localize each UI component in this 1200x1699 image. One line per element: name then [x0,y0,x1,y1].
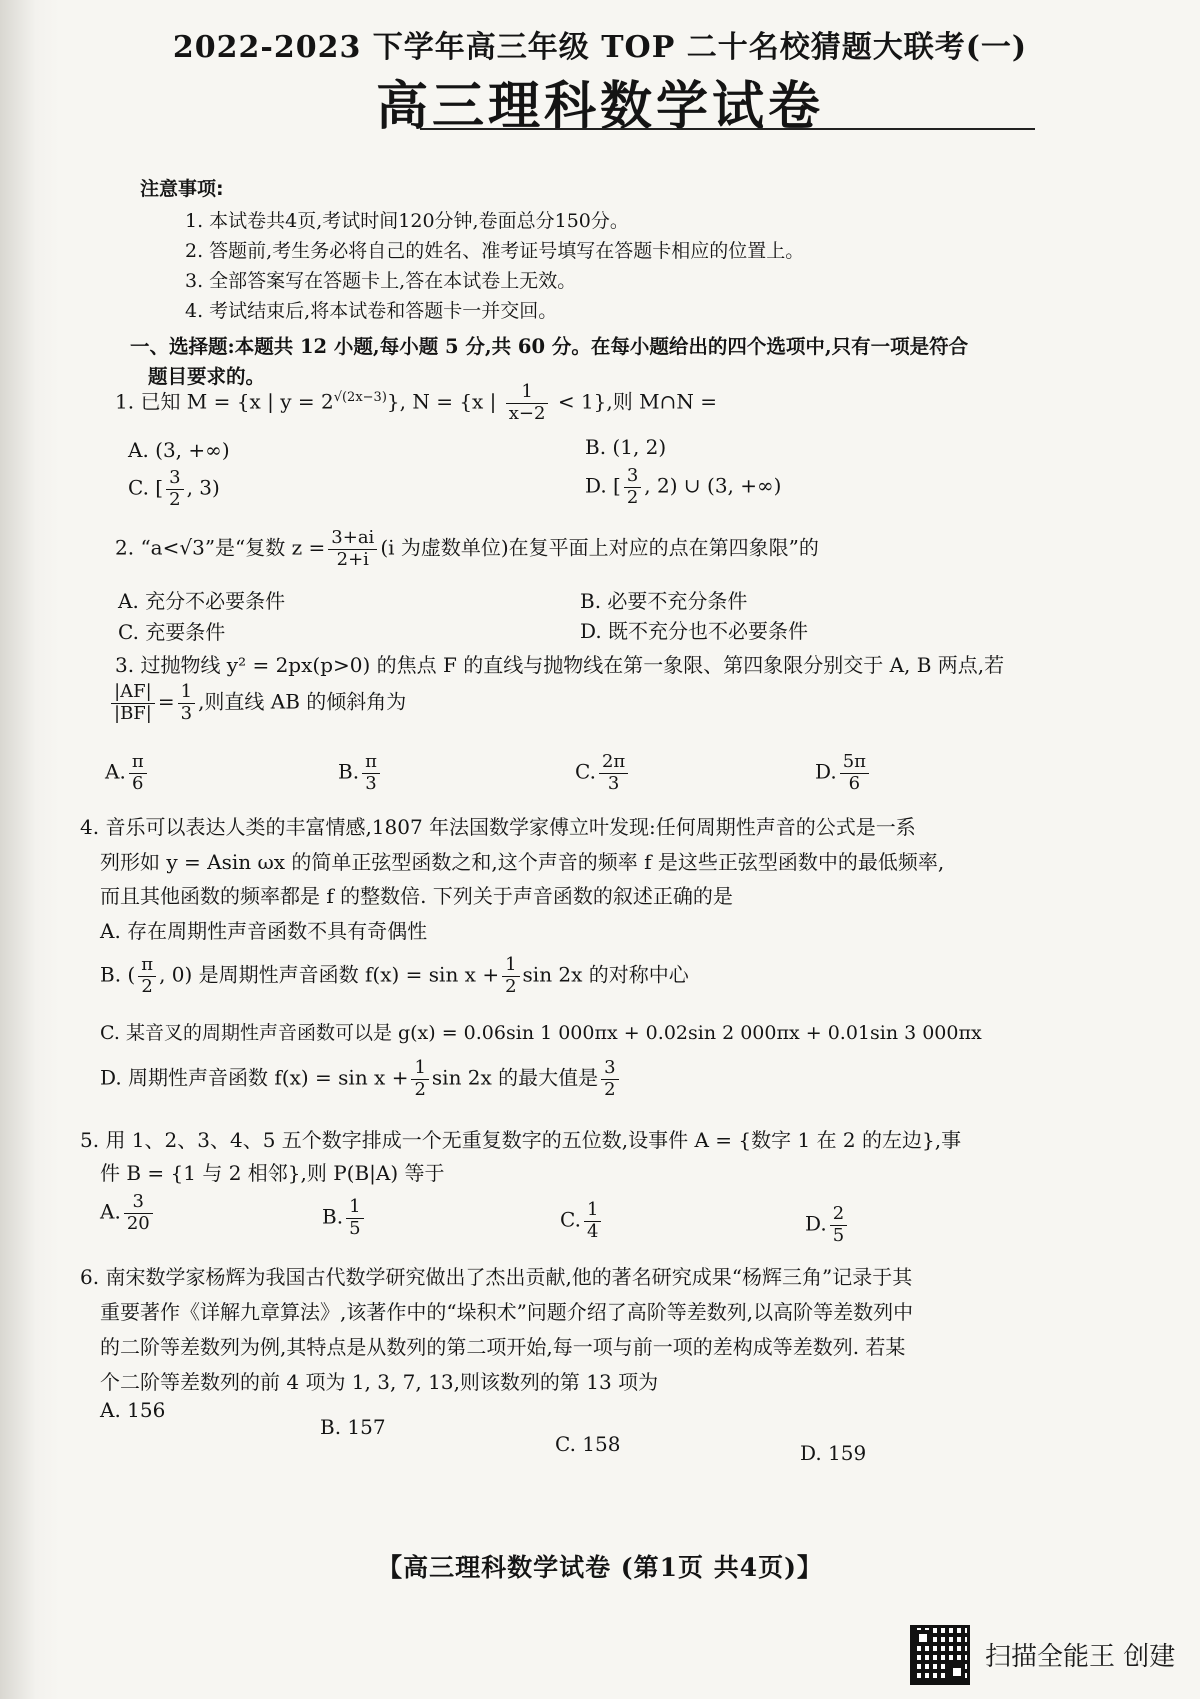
q3-value [178,682,195,724]
q4-b-num: π [141,954,154,975]
q5-c-den: 4 [584,1221,601,1243]
paper-title: 高三理科数学试卷 [375,76,824,137]
q2-option-b: B. 必要不充分条件 [580,589,748,613]
q3-a-num: π [131,751,144,772]
q1-c-fraction [166,468,183,510]
q4-b-half-den: 2 [502,976,519,998]
q6-option-d: D. 159 [800,1441,867,1465]
question-4-line1: 4. 音乐可以表达人类的丰富情感,1807 年法国数学家傅立叶发现:任何周期性声音的公式是一系 [80,815,916,839]
q1-exponent: √(2x−3) [333,390,387,406]
q4-b-point [138,955,156,997]
q4-option-a: A. 存在周期性声音函数不具有奇偶性 [100,919,428,943]
q3-ratio-num: |AF| [114,681,152,702]
q3-option-a [105,752,150,794]
q1-d-num: 3 [626,465,639,486]
question-4-line2: 列形如 y = Asin ωx 的简单正弦型函数之和,这个声音的频率 f 是这些正弦型函数中的最低频率, [100,850,945,874]
question-1-stem [115,382,1155,424]
note-item: 4. 考试结束后,将本试卷和答题卡一并交回。 [185,300,558,322]
q4-d-mid: sin 2x 的最大值是 [431,1065,599,1090]
q5-b-den: 5 [346,1218,363,1240]
question-2-stem [115,528,1155,570]
q4-option-d [100,1058,622,1100]
q3-suffix: ,则直线 AB 的倾斜角为 [198,689,407,714]
q4-b-half-num: 1 [505,954,517,975]
q4-d-prefix: D. 周期性声音函数 f(x) = sin x + [100,1065,409,1090]
q5-a-num: 3 [132,1191,144,1212]
q3-d-fraction [840,752,869,794]
question-3-line1: 3. 过抛物线 y² = 2px(p>0) 的焦点 F 的直线与抛物线在第一象限、第四象限分别交于 A, B 两点,若 [115,653,1005,677]
title-underline [420,128,1035,130]
page-footer: 【高三理科数学试卷 (第1页 共4页)】 [377,1553,823,1582]
q1-d-den: 2 [624,487,641,509]
question-6-line4: 个二阶等差数列的前 4 项为 1, 3, 7, 13,则该数列的第 13 项为 [100,1370,659,1394]
q3-d-den: 6 [840,773,869,795]
question-4-line3: 而且其他函数的频率都是 f 的整数倍. 下列关于声音函数的叙述正确的是 [100,884,733,908]
q4-b-mid: , 0) 是周期性声音函数 f(x) = sin x + [159,962,500,987]
note-item: 1. 本试卷共4页,考试时间120分钟,卷面总分150分。 [185,210,629,232]
q6-option-c: C. 158 [555,1432,621,1456]
note-item: 3. 全部答案写在答题卡上,答在本试卷上无效。 [185,270,577,292]
q5-a-den: 20 [124,1213,153,1235]
q5-a-fraction [124,1192,153,1234]
q1-c-den: 2 [166,489,183,511]
scan-edge-shadow [0,0,60,1699]
q3-a-label: A. [105,759,126,784]
question-6-line3: 的二阶等差数列为例,其特点是从数列的第二项开始,每一项与前一项的差构成等差数列. 若某 [100,1335,906,1359]
exam-title: 2022-2023 下学年高三年级 TOP 二十名校猜题大联考(一) [172,30,1028,65]
q2-frac-den: 2+i [328,549,377,571]
q3-c-label: C. [575,759,596,784]
q3-eq: = [157,689,175,714]
q4-option-c: C. 某音叉的周期性声音函数可以是 g(x) = 0.06sin 1 000πx + 0.02sin 2 000πx + 0.01sin 3 000πx [100,1022,982,1044]
question-5-line1: 5. 用 1、2、3、4、5 五个数字排成一个无重复数字的五位数,设事件 A = {数字 1 在 2 的左边},事 [80,1128,962,1152]
q1-prefix: 1. 已知 M = {x | y = 2 [115,389,334,414]
q6-option-a: A. 156 [100,1398,166,1422]
q2-frac-num: 3+ai [331,527,375,548]
q5-d-label: D. [805,1211,827,1236]
q3-c-den: 3 [599,773,628,795]
q5-d-fraction [830,1204,847,1246]
q3-a-fraction [129,752,147,794]
q3-c-num: 2π [601,751,626,772]
question-6-line1: 6. 南宋数学家杨辉为我国古代数学研究做出了杰出贡献,他的著名研究成果“杨辉三角”记录于其 [80,1265,913,1289]
q3-d-num: 5π [842,751,866,772]
section-heading-line1: 一、选择题:本题共 12 小题,每小题 5 分,共 60 分。在每小题给出的四个选项中,只有一项是符合 [130,335,969,358]
q1-option-c [128,468,220,510]
q2-option-a: A. 充分不必要条件 [118,589,286,613]
q3-b-fraction [362,752,380,794]
q1-d-fraction [624,466,641,508]
q1-suffix: < 1},则 M∩N = [551,389,717,414]
notes-heading: 注意事项: [140,178,224,200]
question-6-line2: 重要著作《详解九章算法》,该著作中的“垛积术”问题介绍了高阶等差数列,以高阶等差数列中 [100,1300,914,1324]
q5-b-fraction [346,1197,363,1239]
q1-option-a: A. (3, +∞) [128,438,230,462]
note-item: 2. 答题前,考生务必将自己的姓名、准考证号填写在答题卡相应的位置上。 [185,240,805,262]
q5-option-d [805,1204,850,1246]
q1-option-d [585,466,781,508]
q4-d-max [601,1058,618,1100]
q1-option-b: B. (1, 2) [585,435,667,459]
q1-c-num: 3 [169,467,181,488]
q6-option-b: B. 157 [320,1415,386,1439]
q3-ratio-den: |BF| [111,703,155,725]
q3-val-num: 1 [180,681,193,702]
q5-c-label: C. [560,1207,581,1232]
q5-option-a [100,1192,156,1234]
q1-d-open: D. [ [585,473,621,498]
q3-option-d [815,752,872,794]
q2-option-c: C. 充要条件 [118,620,226,644]
scanner-watermark: 扫描全能王 创建 [985,1642,1176,1672]
q3-option-c [575,752,631,794]
qr-code-icon [910,1625,970,1685]
q1-fraction [506,382,549,424]
q5-c-num: 1 [586,1199,599,1220]
question-3-line2 [108,682,1148,724]
q4-option-b [100,955,689,997]
q3-ratio [111,682,155,724]
question-5-line2: 件 B = {1 与 2 相邻},则 P(B|A) 等于 [100,1161,445,1185]
q5-d-den: 5 [830,1225,847,1247]
q4-d-half [411,1058,428,1100]
q5-d-num: 2 [832,1203,845,1224]
q4-d-den: 2 [601,1079,618,1101]
q4-d-num: 3 [604,1057,616,1078]
q1-d-close: , 2) ∪ (3, +∞) [644,473,782,498]
q4-b-half [502,955,519,997]
q4-d-half-num: 1 [414,1057,426,1078]
q5-c-fraction [584,1200,601,1242]
q4-d-half-den: 2 [411,1079,428,1101]
q5-option-c [560,1200,604,1242]
q2-suffix: (i 为虚数单位)在复平面上对应的点在第四象限”的 [380,535,819,560]
q1-c-close: , 3) [186,475,220,500]
q3-b-num: π [365,751,377,772]
q4-b-suffix: sin 2x 的对称中心 [522,962,689,987]
q4-b-den: 2 [138,976,156,998]
q1-frac-num: 1 [521,381,533,402]
q2-option-d: D. 既不充分也不必要条件 [580,619,809,643]
q5-b-label: B. [322,1204,344,1229]
q4-b-prefix: B. ( [100,962,136,987]
q3-c-fraction [599,752,628,794]
q2-prefix: 2. “a<√3”是“复数 z = [115,535,326,560]
q5-b-num: 1 [349,1196,361,1217]
q3-d-label: D. [815,759,837,784]
q1-mid: }, N = {x | [386,389,503,414]
q3-option-b [338,752,383,794]
q3-b-den: 3 [362,773,380,795]
q1-c-open: C. [ [128,475,164,500]
q3-val-den: 3 [178,703,195,725]
q3-b-label: B. [338,759,360,784]
section-heading-line2: 题目要求的。 [148,365,266,389]
q5-a-label: A. [100,1199,121,1224]
q2-fraction [328,528,377,570]
q3-a-den: 6 [129,773,147,795]
q1-frac-den: x−2 [506,403,549,425]
q5-option-b [322,1197,367,1239]
